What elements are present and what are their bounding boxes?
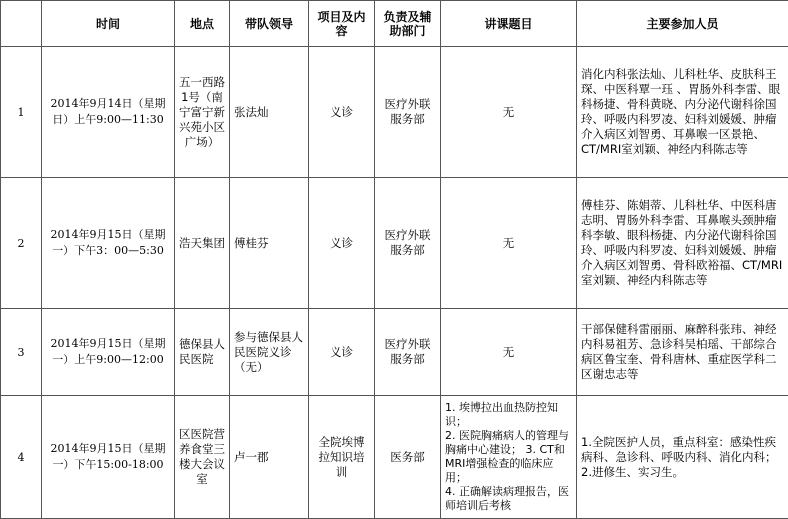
row-leader: 卢一郡: [230, 396, 309, 519]
header-seq: [1, 1, 42, 47]
row-place: 区医院营养食堂三楼大会议室: [175, 396, 230, 519]
row-people: 1.全院医护人员，重点科室：感染性疾病科、急诊科、呼吸内科、消化内科； 2.进修生、实习生。: [577, 396, 788, 519]
row-topic: 无: [441, 309, 577, 396]
header-topic: 讲课题目: [441, 1, 577, 47]
row-dept: 医务部: [375, 396, 441, 519]
row-project: 全院埃博拉知识培训: [309, 396, 375, 519]
row-time: 2014年9月15日（星期一）上午9:00—12:00: [42, 309, 175, 396]
row-dept: 医疗外联服务部: [375, 178, 441, 309]
header-leader: 带队领导: [230, 1, 309, 47]
row-time: 2014年9月15日（星期一）下午3：00—5:30: [42, 178, 175, 309]
row-place: 德保县人民医院: [175, 309, 230, 396]
table-row: [1, 309, 788, 396]
row-leader: 傅桂芬: [230, 178, 309, 309]
topic-item: 2. 医院胸痛病人的管理与胸痛中心建设； 3. CT和MRI增强检查的临床应用；: [445, 429, 569, 484]
row-topic: [441, 396, 577, 519]
row-project: 义诊: [309, 178, 375, 309]
header-row: [1, 1, 788, 47]
row-leader: 参与德保县人民医院义诊（无）: [230, 309, 309, 396]
table-row: [1, 47, 788, 178]
row-people: 干部保健科雷丽丽、麻醉科张玮、神经内科易祖芳、急诊科吴柏瑶、干部综合病区鲁宝奎、骨科唐林、重症医学科二区谢忠志等: [577, 309, 788, 396]
row-people: 傅桂芬、陈娟蒂、儿科杜华、中医科唐志明、胃肠外科李雷、耳鼻喉头颈肿瘤科李敏、眼科杨捷、内分泌代谢科徐国玲、呼吸内科罗凌、妇科刘媛媛、肿瘤介入病区刘智勇、骨科欧裕福、CT/MRI室刘颖、神经内科陈志等: [577, 178, 788, 309]
table-row: [1, 178, 788, 309]
row-place: 浩天集团: [175, 178, 230, 309]
header-dept: 负责及辅助部门: [375, 1, 441, 47]
row-seq: 3: [1, 309, 42, 396]
row-seq: 4: [1, 396, 42, 519]
row-project: 义诊: [309, 47, 375, 178]
row-dept: 医疗外联服务部: [375, 309, 441, 396]
row-time: 2014年9月15日（星期一）下午15:00-18:00: [42, 396, 175, 519]
row-leader: 张法灿: [230, 47, 309, 178]
row-project: 义诊: [309, 309, 375, 396]
row-place: 五一西路1号（南宁富宁新兴苑小区广场）: [175, 47, 230, 178]
row-topic: 无: [441, 178, 577, 309]
row-topic: 无: [441, 47, 577, 178]
topic-item: 4. 正确解读病理报告，医师培训后考核: [445, 485, 569, 512]
row-people: 消化内科张法灿、儿科杜华、皮肤科王琛、中医科覃一珏 、胃肠外科李雷、眼科杨捷、骨科黄晓、内分泌代谢科徐国玲、呼吸内科罗凌、妇科刘媛媛、肿瘤介入病区刘智勇、耳鼻喉一区景艳、CT/MRI室刘颖、神经内科陈志等: [577, 47, 788, 178]
row-time: 2014年9月14日（星期日）上午9:00—11:30: [42, 47, 175, 178]
table-row: [1, 396, 788, 519]
topic-item: 1. 埃博拉出血热防控知识；: [445, 401, 558, 428]
header-project: 项目及内容: [309, 1, 375, 47]
row-dept: 医疗外联服务部: [375, 47, 441, 178]
row-seq: 1: [1, 47, 42, 178]
header-people: 主要参加人员: [577, 1, 788, 47]
header-time: 时间: [42, 1, 175, 47]
row-seq: 2: [1, 178, 42, 309]
header-place: 地点: [175, 1, 230, 47]
